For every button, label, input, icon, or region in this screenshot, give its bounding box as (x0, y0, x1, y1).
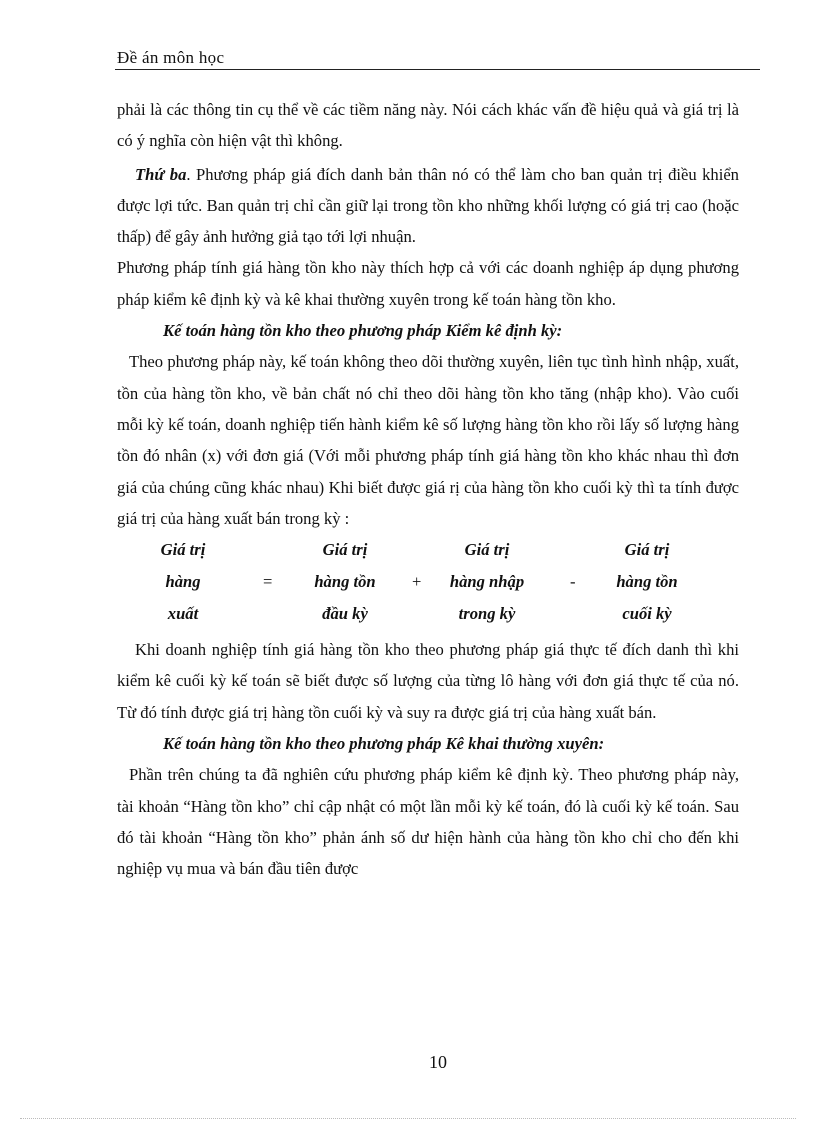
formula-equals-sign: = (263, 572, 273, 592)
formula-minus-sign: - (570, 572, 576, 592)
document-body (117, 94, 739, 885)
paragraph-lead-label: Thứ ba (135, 164, 187, 184)
valuation-formula (117, 534, 739, 634)
formula-term-purchases: Giá trị hàng nhập trong kỳ (449, 540, 525, 624)
formula-term-goods-sold: Giá trị hàng xuất (160, 540, 206, 624)
paragraph-continuation: phải là các thông tin cụ thể về các tiềm năng này. Nói cách khác vấn đề hiệu quả và giá trị là có ý nghĩa còn hiện vật thì không. (117, 100, 739, 151)
paragraph-third-point-text: . Phương pháp giá đích danh bản thân nó có thể làm cho ban quản trị điều khiển được lợi tức. Ban quản trị chỉ cần giữ lại trong tồn kho những khối lượng có giá trị cao (hoặc thấp) để gây ảnh hưởng giả tạo tới lợi nhuận. (117, 164, 739, 247)
formula-term-opening-inventory: Giá trị hàng tồn đầu kỳ (314, 540, 376, 624)
section-heading-perpetual: Kế toán hàng tồn kho theo phương pháp Kê khai thường xuyên: (163, 734, 605, 754)
paragraph-specific-identification: Khi doanh nghiệp tính giá hàng tồn kho theo phương pháp giá thực tế đích danh thì khi kiểm kê cuối kỳ kế toán sẽ biết được số lượng của từng lô hàng với đơn giá thực tế của nó. Từ đó tính được giá trị hàng tồn cuối kỳ và suy ra được giá trị của hàng xuất bán. (117, 640, 739, 722)
paragraph-perpetual-method: Phần trên chúng ta đã nghiên cứu phương pháp kiểm kê định kỳ. Theo phương pháp này, tài khoản “Hàng tồn kho” chỉ cập nhật có một lần mỗi kỳ kế toán, đó là cuối kỳ kế toán. Sau đó tài khoản “Hàng tồn kho” phản ánh số dư hiện hành của hàng tồn kho chỉ cho đến khi nghiệp vụ mua và bán đầu tiên được (117, 765, 739, 879)
page-number: 10 (429, 1052, 447, 1072)
paragraph-applicability: Phương pháp tính giá hàng tồn kho này thích hợp cả với các doanh nghiệp áp dụng phương pháp kiểm kê định kỳ và kê khai thường xuyên trong kế toán hàng tồn kho. (117, 258, 739, 309)
page-header-title: Đề án môn học (117, 48, 225, 67)
paragraph-third-point (117, 159, 739, 253)
formula-plus-sign: + (412, 572, 422, 592)
formula-term-closing-inventory: Giá trị hàng tồn cuối kỳ (616, 540, 678, 624)
section-heading-periodic: Kế toán hàng tồn kho theo phương pháp Kiểm kê định kỳ: (163, 321, 563, 341)
header-divider (115, 69, 760, 70)
page-bottom-edge (20, 1118, 796, 1119)
paragraph-periodic-method: Theo phương pháp này, kế toán không theo dõi thường xuyên, liên tục tình hình nhập, xuất, tồn của hàng tồn kho, về bản chất nó chỉ theo dõi hàng tồn kho tăng (nhập kho). Vào cuối mỗi kỳ kế toán, doanh nghiệp tiến hành kiểm kê số lượng hàng tồn kho rồi lấy số lượng hàng tồn đó nhân (x) với đơn giá (Với mỗi phương pháp tính giá hàng tồn kho khác nhau thì đơn giá của chúng cũng khác nhau) Khi biết được giá rị của hàng tồn kho cuối kỳ thì ta tính được giá trị của hàng xuất bán trong kỳ : (117, 352, 739, 528)
